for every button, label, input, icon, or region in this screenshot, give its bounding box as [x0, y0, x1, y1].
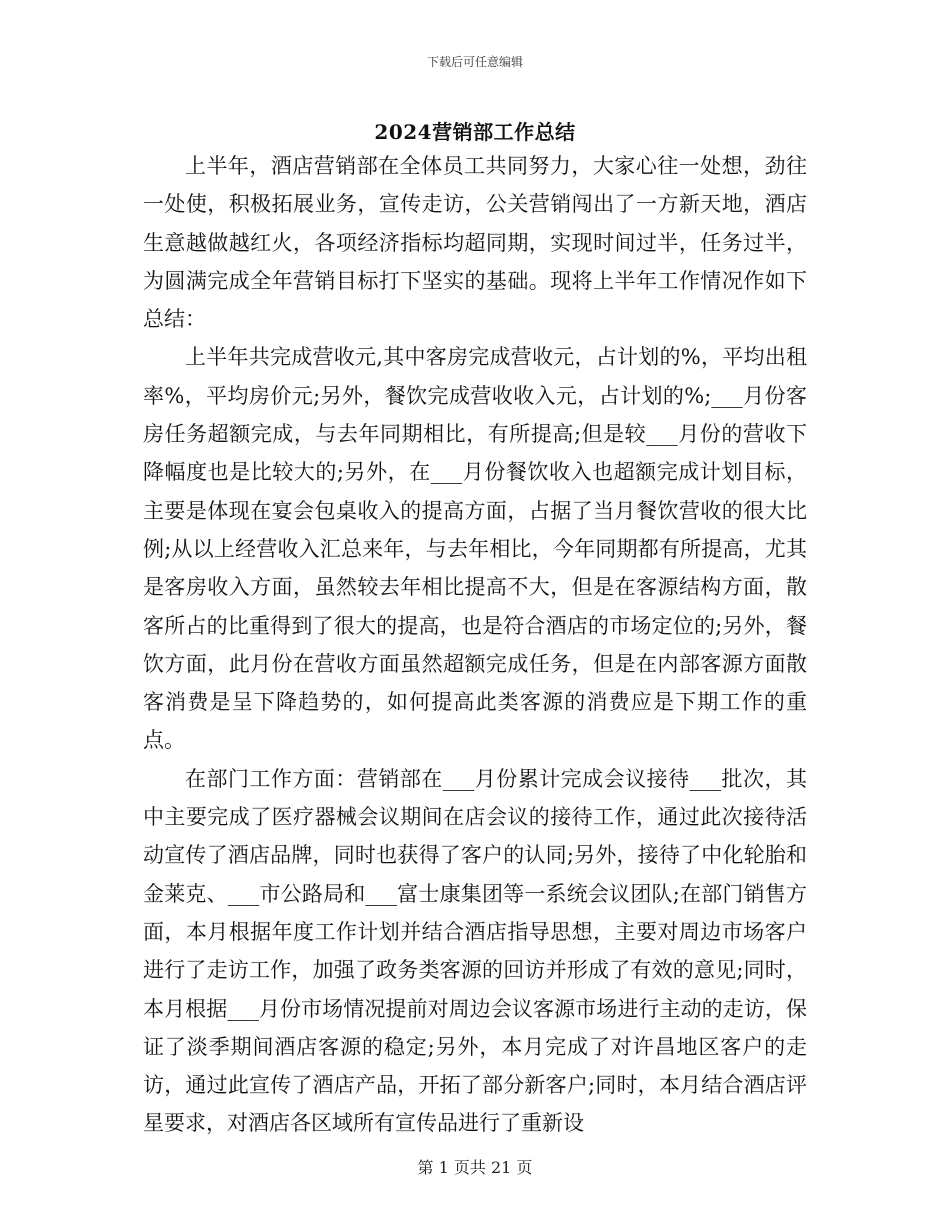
paragraph-revenue: 上半年共完成营收元,其中客房完成营收元，占计划的%，平均出租率%，平均房价元;另外，餐饮完成营收收入元，占计划的%;___月份客房任务超额完成，与去年同期相比，有所提高;但是较___月份的营收下降幅度也是比较大的;另外，在___月份餐饮收入也超额完成计划目标，主要是体现在宴会包桌收入的提高方面，占据了当月餐饮营收的很大比例;从以上经营收入汇总来年，与去年相比，今年同期都有所提高，尤其是客房收入方面，虽然较去年相比提高不大，但是在客源结构方面，散客所占的比重得到了很大的提高，也是符合酒店的市场定位的;另外，餐饮方面，此月份在营收方面虽然超额完成任务，但是在内部客源方面散客消费是呈下降趋势的，如何提高此类客源的消费应是下期工作的重点。: [143, 345, 807, 753]
paragraph-intro: 上半年，酒店营销部在全体员工共同努力，大家心往一处想，劲往一处使，积极拓展业务，宣传走访，公关营销闯出了一方新天地，酒店生意越做越红火，各项经济指标均超同期，实现时间过半，任务过半，为圆满完成全年营销目标打下坚实的基础。现将上半年工作情况作如下总结：: [143, 154, 807, 332]
page-header: 下载后可任意编辑: [426, 55, 523, 69]
page-footer: 第 1 页共 21 页: [417, 1158, 533, 1177]
document-body: [143, 147, 807, 1143]
document-title: 2024营销部工作总结: [374, 120, 576, 144]
paragraph-department-work: 在部门工作方面：营销部在___月份累计完成会议接待___批次，其中主要完成了医疗器械会议期间在店会议的接待工作，通过此次接待活动宣传了酒店品牌，同时也获得了客户的认同;另外，接待了中化轮胎和金莱克、___市公路局和___富士康集团等一系统会议团队;在部门销售方面，本月根据年度工作计划并结合酒店指导思想，主要对周边市场客户进行了走访工作，加强了政务类客源的回访并形成了有效的意见;同时，本月根据___月份市场情况提前对周边会议客源市场进行主动的走访，保证了淡季期间酒店客源的稳定;另外，本月完成了对许昌地区客户的走访，通过此宣传了酒店产品，开拓了部分新客户;同时，本月结合酒店评星要求，对酒店各区域所有宣传品进行了重新设: [143, 766, 807, 1136]
